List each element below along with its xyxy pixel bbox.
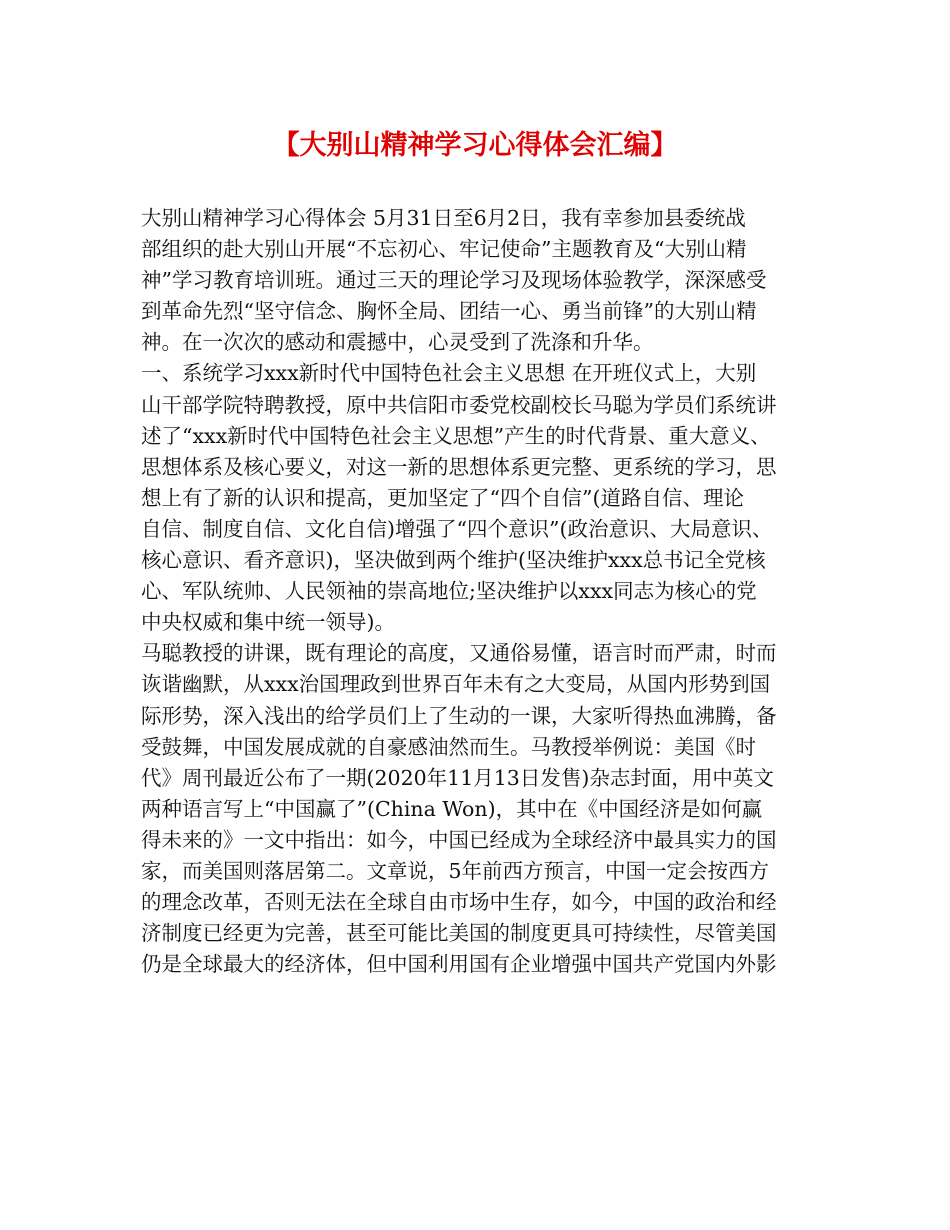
document-body (141, 203, 821, 980)
body-line: 想上有了新的认识和提高，更加坚定了“四个自信”(道路自信、理论 (141, 485, 744, 510)
body-line: 马聪教授的讲课，既有理论的高度，又通俗易懂，语言时而严肃，时而 (141, 641, 777, 666)
body-line: 心、军队统帅、人民领袖的崇高地位;坚决维护以xxx同志为核心的党 (141, 579, 757, 604)
body-line: 中央权威和集中统一领导)。 (141, 610, 395, 635)
body-line: 的理念改革，否则无法在全球自由市场中生存，如今，中国的政治和经 (141, 890, 777, 915)
body-line: 得未来的》一文中指出：如今，中国已经成为全球经济中最具实力的国 (141, 827, 777, 852)
body-line: 际形势，深入浅出的给学员们上了生动的一课，大家听得热血沸腾，备 (141, 703, 777, 728)
body-line: 山干部学院特聘教授，原中共信阳市委党校副校长马聪为学员们系统讲 (141, 392, 777, 417)
body-line: 自信、制度自信、文化自信)增强了“四个意识”(政治意识、大局意识、 (141, 516, 773, 541)
body-line: 神。在一次次的感动和震撼中，心灵受到了洗涤和升华。 (141, 330, 654, 355)
body-line: 济制度已经更为完善，甚至可能比美国的制度更具可持续性，尽管美国 (141, 921, 777, 946)
body-line: 两种语言写上“中国赢了”(China Won)，其中在《中国经济是如何赢 (141, 796, 763, 821)
body-line: 仍是全球最大的经济体，但中国利用国有企业增强中国共产党国内外影 (141, 952, 777, 977)
body-line: 大别山精神学习心得体会 5月31日至6月2日，我有幸参加县委统战 (141, 206, 746, 230)
body-line: 受鼓舞，中国发展成就的自豪感油然而生。马教授举例说：美国《时 (141, 734, 756, 759)
body-line: 一、系统学习xxx新时代中国特色社会主义思想 在开班仪式上，大别 (141, 361, 757, 386)
body-line: 到革命先烈“坚守信念、胸怀全局、团结一心、勇当前锋”的大别山精 (141, 299, 757, 324)
body-line: 神”学习教育培训班。通过三天的理论学习及现场体验教学，深深感受 (141, 268, 767, 293)
body-line: 述了“xxx新时代中国特色社会主义思想”产生的时代背景、重大意义、 (141, 423, 771, 448)
body-line: 诙谐幽默，从xxx治国理政到世界百年未有之大变局，从国内形势到国 (141, 672, 771, 697)
body-line: 核心意识、看齐意识)，坚决做到两个维护(坚决维护xxx总书记全党核 (141, 548, 766, 573)
body-line: 家，而美国则落居第二。文章说，5年前西方预言，中国一定会按西方 (141, 858, 770, 883)
document-title: 【大别山精神学习心得体会汇编】 (272, 130, 678, 161)
body-line: 思想体系及核心要义，对这一新的思想体系更完整、更系统的学习，思 (141, 454, 777, 479)
body-line: 代》周刊最近公布了一期(2020年11月13日发售)杂志封面，用中英文 (141, 765, 774, 790)
body-line: 部组织的赴大别山开展“不忘初心、牢记使命”主题教育及“大别山精 (141, 237, 747, 262)
